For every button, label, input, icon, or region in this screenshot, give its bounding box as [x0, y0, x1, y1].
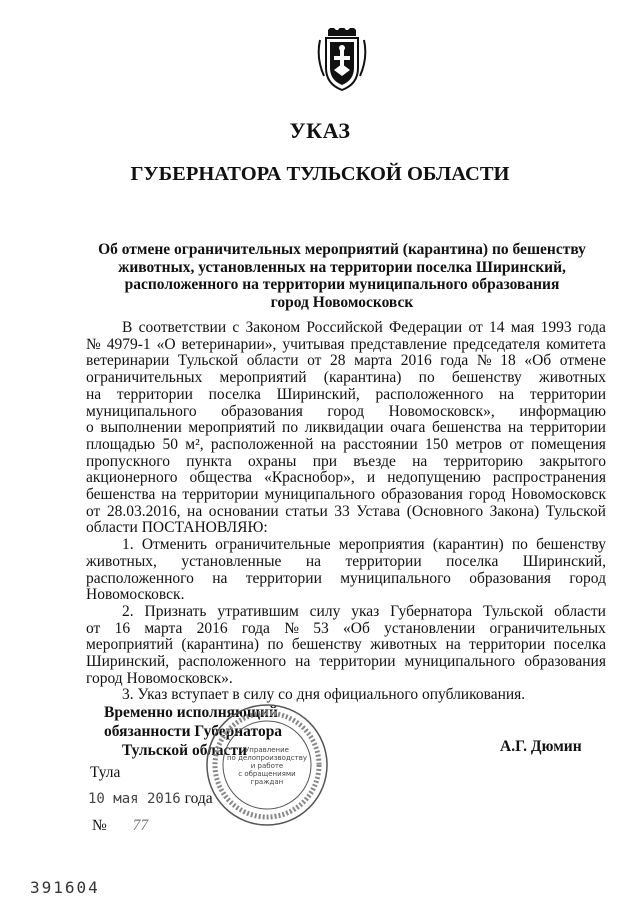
- position-line: Тульской области: [122, 742, 247, 759]
- body-line: ограничительных мероприятий (карантина) по бешенству животных: [86, 369, 606, 387]
- body-line: площадью 50 м², расположенной на расстоянии 150 метров от помещения: [86, 435, 606, 453]
- body-line: о выполнении мероприятий по ликвидации очага бешенства на территории: [86, 419, 606, 437]
- decree-body: [86, 320, 606, 704]
- body-line: на территории поселка Ширинский, расположенного на территории: [86, 385, 606, 403]
- date-stamp: 10 мая 2016: [88, 791, 181, 807]
- position-line: Временно исполняющий: [104, 704, 278, 721]
- issue-date: [88, 790, 213, 808]
- body-line: животных, установленные на территории поселка Ширинский,: [86, 552, 606, 570]
- decree-number: [92, 817, 148, 835]
- body-line: ветеринарии Тульской области от 28 марта 2016 года № 18 «Об отмене: [86, 352, 606, 370]
- body-line: пропускного пункта охраны при въезде на территорию закрытого: [86, 452, 606, 470]
- serial-number: 391604: [30, 878, 100, 897]
- subject-line: Об отмене ограничительных мероприятий (карантина) по бешенству: [98, 241, 586, 258]
- body-line: В соответствии с Законом Российской Федерации от 14 мая 1993 года: [122, 319, 606, 336]
- body-line: Новомосковск.: [86, 586, 185, 604]
- coat-of-arms-emblem: [316, 28, 368, 92]
- svg-text:Управлениепо делопроизводствуи: Управление по делопроизводству и работе с обращениями граждан: [226, 746, 308, 786]
- body-line: мероприятий (карантина) по бешенству животных на территории поселка: [86, 636, 606, 654]
- number-value: 77: [132, 817, 149, 834]
- number-label: №: [92, 817, 107, 834]
- body-line: 2. Признать утратившим силу указ Губернатора Тульской области: [122, 602, 606, 620]
- body-line: Ширинский, расположенного на территории муниципального образования: [86, 653, 606, 671]
- official-seal-stamp: [204, 702, 330, 828]
- date-suffix: года: [184, 790, 213, 807]
- body-line: расположенного на территории муниципального образования город: [86, 569, 606, 587]
- issue-city: Тула: [90, 764, 121, 781]
- position-line: обязанности Губернатора: [104, 723, 283, 740]
- body-line: город Новомосковск».: [86, 669, 233, 687]
- decree-title: УКАЗ: [289, 118, 351, 143]
- decree-subject: [80, 241, 604, 311]
- body-line: муниципального образования город Новомосковск», информацию: [86, 402, 606, 420]
- subject-line: расположенного на территории муниципального образования: [124, 276, 560, 293]
- body-line: акционерного общества «Краснобор», и недопущению распространения: [86, 469, 606, 487]
- body-line: от 16 марта 2016 года № 53 «Об установлении ограничительных: [86, 619, 606, 637]
- issuer-title: ГУБЕРНАТОРА ТУЛЬСКОЙ ОБЛАСТИ: [130, 163, 510, 185]
- body-line: бешенства на территории муниципального образования город Новомосковск: [86, 486, 606, 504]
- signatory-name: А.Г. Дюмин: [500, 738, 582, 755]
- subject-line: город Новомосковск: [270, 293, 414, 311]
- body-line: области ПОСТАНОВЛЯЮ:: [86, 519, 268, 537]
- subject-line: животных, установленных на территории поселка Ширинский,: [118, 258, 566, 276]
- body-line: 3. Указ вступает в силу со дня официального опубликования.: [122, 686, 526, 704]
- body-line: № 4979-1 «О ветеринарии», учитывая представление председателя комитета: [86, 335, 606, 353]
- body-line: от 28.03.2016, на основании статьи 33 Устава (Основного Закона) Тульской: [86, 502, 606, 520]
- body-line: 1. Отменить ограничительные мероприятия (карантин) по бешенству: [122, 536, 606, 554]
